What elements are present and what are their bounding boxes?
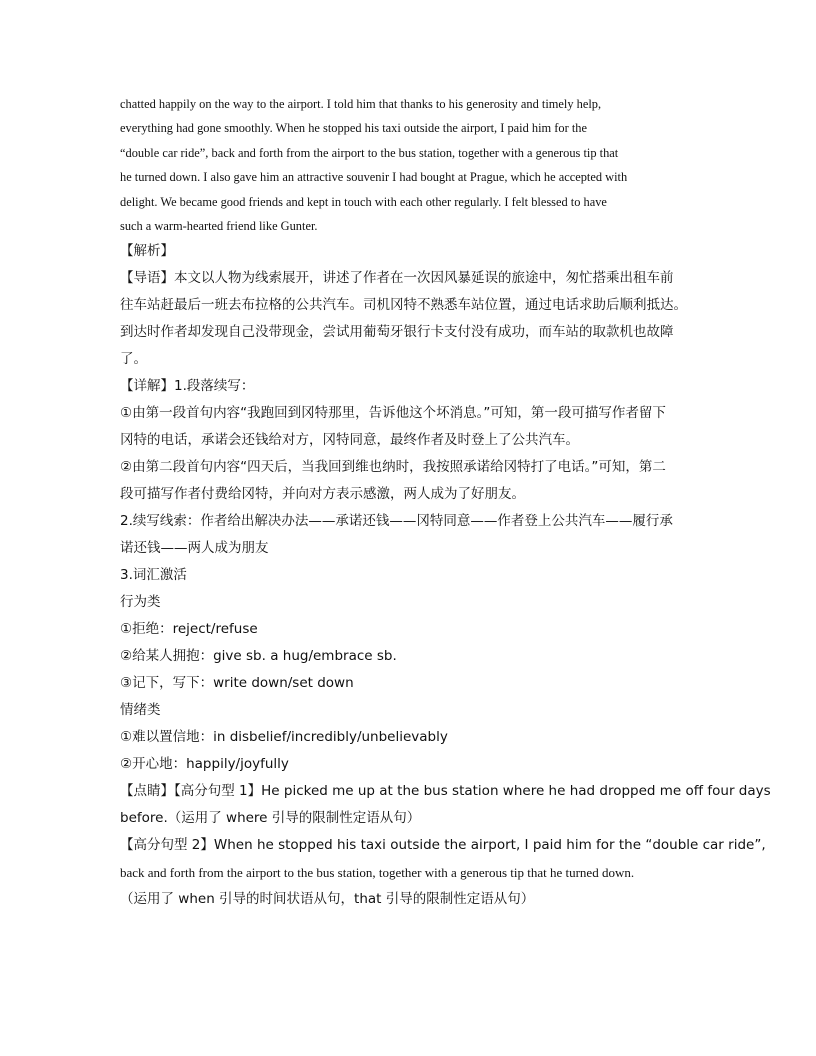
- clue-line: 诺还钱——两人成为朋友: [120, 540, 269, 557]
- essay-line: delight. We became good friends and kept in touch with each other regularly. I felt blessed to have: [120, 194, 607, 209]
- vocab-item: ①难以置信地：in disbelief/incredibly/unbelievably: [120, 729, 448, 746]
- essay-line: such a warm-hearted friend like Gunter.: [120, 219, 318, 234]
- guide-line: 了。: [120, 351, 147, 368]
- action-heading: 行为类: [120, 594, 161, 611]
- vocab-item: ①拒绝：reject/refuse: [120, 621, 258, 638]
- point-line: ②由第二段首句内容“四天后，当我回到维也纳时，我按照承诺给冈特打了电话。”可知，第二: [120, 459, 666, 476]
- essay-line: he turned down. I also gave him an attractive souvenir I had bought at Prague, which he accepted with: [120, 170, 628, 185]
- highlight-section: [120, 778, 771, 913]
- detail-heading: 【详解】1.段落续写：: [120, 378, 255, 395]
- clue-section: [120, 508, 700, 562]
- vocab-item: ③记下，写下：write down/set down: [120, 675, 354, 692]
- essay-line: chatted happily on the way to the airport. I told him that thanks to his generosity and timely help,: [120, 97, 602, 111]
- point-1: [120, 400, 700, 454]
- emotion-heading: 情绪类: [120, 702, 161, 719]
- guide-line: 往车站赶最后一班去布拉格的公共汽车。司机冈特不熟悉车站位置，通过电话求助后顺利抵达。: [120, 297, 687, 314]
- point-line: 段可描写作者付费给冈特，并向对方表示感激，两人成为了好朋友。: [120, 486, 525, 503]
- page-content: [120, 92, 771, 913]
- highlight-line: before.（运用了 where 引导的限制性定语从句）: [120, 810, 421, 827]
- clue-line: 2.续写线索：作者给出解决办法——承诺还钱——冈特同意——作者登上公共汽车——履行承: [120, 513, 673, 530]
- point-line: 冈特的电话，承诺会还钱给对方，冈特同意，最终作者及时登上了公共汽车。: [120, 432, 579, 449]
- guide-line: 【导语】本文以人物为线索展开，讲述了作者在一次因风暴延误的旅途中，匆忙搭乘出租车前: [120, 270, 674, 287]
- vocab-item: ②开心地：happily/joyfully: [120, 756, 289, 773]
- point-2: [120, 454, 700, 508]
- vocab-heading: 3.词汇激活: [120, 567, 187, 584]
- essay-paragraph: [120, 92, 700, 238]
- essay-line: “double car ride”, back and forth from the airport to the bus station, together with a generous tip that: [120, 145, 619, 160]
- analysis-heading: 【解析】: [120, 243, 174, 260]
- highlight-line: 【高分句型 2】When he stopped his taxi outside the airport, I paid him for the “double car ride”,: [120, 837, 766, 854]
- guide-section: [120, 265, 700, 373]
- point-line: ①由第一段首句内容“我跑回到冈特那里，告诉他这个坏消息。”可知，第一段可描写作者留下: [120, 405, 666, 422]
- highlight-line: （运用了 when 引导的时间状语从句，that 引导的限制性定语从句）: [120, 891, 535, 908]
- highlight-line: back and forth from the airport to the bus station, together with a generous tip that he turned down.: [120, 865, 635, 881]
- vocab-item: ②给某人拥抱：give sb. a hug/embrace sb.: [120, 648, 397, 665]
- essay-line: everything had gone smoothly. When he stopped his taxi outside the airport, I paid him for the: [120, 121, 587, 136]
- highlight-line: 【点睛】【高分句型 1】He picked me up at the bus station where he had dropped me off four days: [120, 783, 771, 800]
- guide-line: 到达时作者却发现自己没带现金，尝试用葡萄牙银行卡支付没有成功，而车站的取款机也故障: [120, 324, 674, 341]
